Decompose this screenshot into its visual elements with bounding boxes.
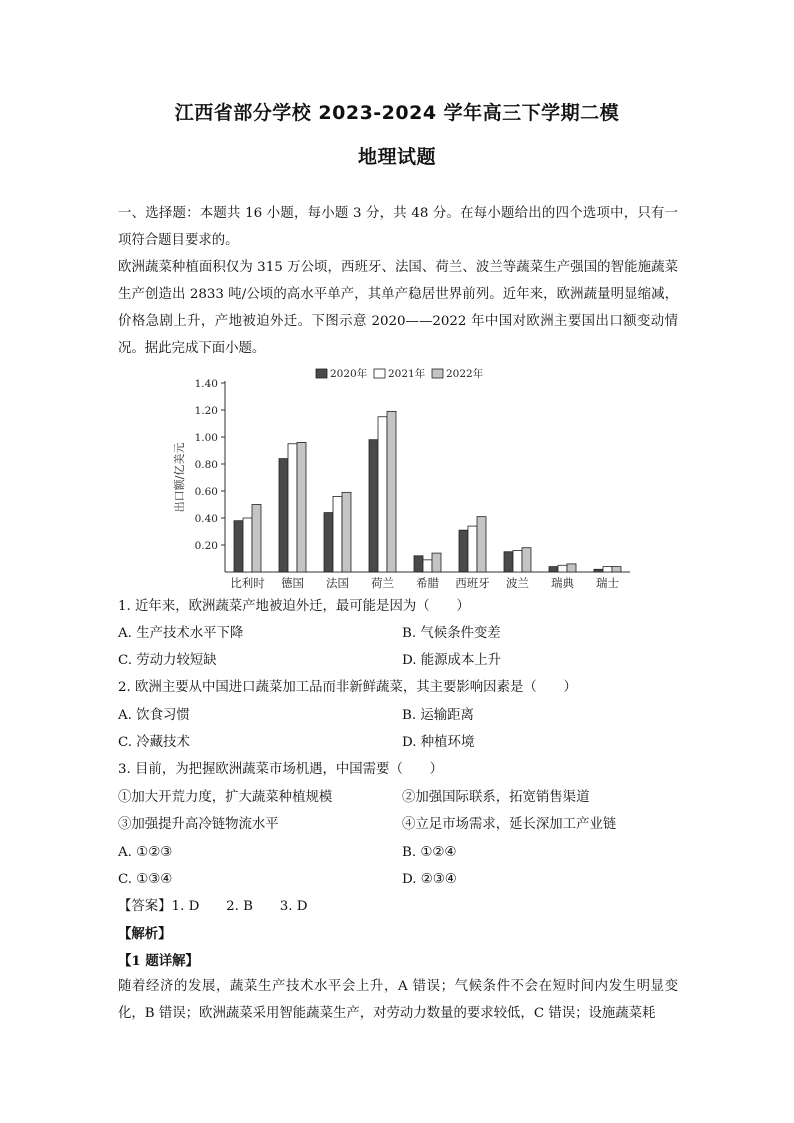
x-tick-label: 西班牙: [455, 576, 490, 590]
bar: [549, 567, 558, 572]
bar: [288, 444, 297, 572]
q3-option-d: D. ②③④: [402, 872, 457, 887]
y-tick-label: 0.20: [194, 540, 218, 552]
bar: [252, 505, 261, 573]
x-tick-label: 比利时: [230, 576, 265, 590]
legend-label: 2020年: [330, 368, 368, 380]
detail-label: 【1 题详解】: [118, 953, 199, 969]
x-tick-label: 波兰: [506, 576, 529, 590]
y-tick-label: 0.80: [194, 459, 218, 471]
section-intro: 一、选择题：本题共 16 小题，每小题 3 分，共 48 分。在每小题给出的四个选项中，只有一项符合题目要求的。: [118, 206, 678, 248]
page-subtitle: 地理试题: [357, 146, 436, 168]
y-tick-label: 0.40: [194, 513, 218, 525]
q2-option-d: D. 种植环境: [402, 735, 475, 750]
x-tick-label: 德国: [281, 576, 304, 590]
page-title: 江西省部分学校 2023-2024 学年高三下学期二模: [174, 102, 620, 124]
q2-option-a: A. 饮食习惯: [118, 708, 190, 723]
bar: [243, 518, 252, 572]
bar: [279, 459, 288, 572]
export-bar-chart: [168, 360, 638, 596]
legend-label: 2022年: [446, 368, 484, 380]
q1-option-c: C. 劳动力较短缺: [118, 653, 217, 668]
bar: [612, 567, 621, 572]
bar: [324, 513, 333, 572]
y-axis-label: 出口额/亿美元: [173, 442, 186, 513]
q3-option-c: C. ①③④: [118, 872, 173, 887]
q3-statement-3: ③加强提升高冷链物流水平: [118, 817, 279, 832]
bar: [513, 550, 522, 572]
q3-statement-1: ①加大开荒力度，扩大蔬菜种植规模: [118, 790, 333, 805]
bar: [387, 411, 396, 572]
legend-swatch: [374, 369, 385, 378]
q3-option-b: B. ①②④: [402, 845, 457, 860]
x-tick-label: 瑞典: [551, 576, 574, 590]
q2-option-b: B. 运输距离: [402, 708, 474, 723]
passage: 欧洲蔬菜种植面积仅为 315 万公顷，西班牙、法国、荷兰、波兰等蔬菜生产强国的智能施蔬菜生产创造出 2833 吨/公顷的高水平单产，其单产稳居世界前列。近年来，欧洲蔬量明显缩减，价格急剧上升，产地被迫外迁。下图示意 2020——2022 年中国对欧洲主要国出口额变动情况。据此完成下面小题。: [118, 260, 678, 356]
bar: [333, 496, 342, 572]
bar: [234, 521, 243, 572]
q1-option-d: D. 能源成本上升: [402, 653, 502, 668]
q3-statement-4: ④立足市场需求，延长深加工产业链: [402, 817, 617, 832]
answer-line: 【答案】1. D 2. B 3. D: [118, 899, 308, 914]
bar: [567, 564, 576, 572]
bar: [477, 517, 486, 572]
bar: [423, 560, 432, 572]
bar: [432, 553, 441, 572]
question-3-stem: 3. 目前，为把握欧洲蔬菜市场机遇，中国需要（ ）: [118, 762, 444, 777]
q3-option-a: A. ①②③: [118, 845, 173, 860]
y-tick-label: 0.60: [194, 486, 218, 498]
question-2-stem: 2. 欧洲主要从中国进口蔬菜加工品而非新鲜蔬菜，其主要影响因素是（ ）: [118, 680, 577, 695]
bar: [594, 569, 603, 572]
q3-statement-2: ②加强国际联系，拓宽销售渠道: [402, 790, 590, 805]
bar: [603, 567, 612, 572]
bar: [297, 442, 306, 572]
bar: [459, 530, 468, 572]
bar: [342, 492, 351, 572]
bar: [504, 552, 513, 572]
q1-option-a: A. 生产技术水平下降: [118, 626, 244, 641]
legend-swatch: [432, 369, 443, 378]
x-tick-label: 法国: [326, 576, 349, 590]
bar: [558, 565, 567, 572]
y-tick-label: 1.40: [194, 378, 218, 390]
analysis-label: 【解析】: [118, 926, 172, 942]
bar: [522, 548, 531, 572]
x-tick-label: 希腊: [416, 576, 439, 590]
q1-option-b: B. 气候条件变差: [402, 626, 501, 641]
question-1-stem: 1. 近年来，欧洲蔬菜产地被迫外迁，最可能是因为（ ）: [118, 599, 470, 614]
bar: [369, 440, 378, 572]
bar: [468, 526, 477, 572]
legend-label: 2021年: [388, 368, 426, 380]
x-tick-label: 荷兰: [371, 576, 394, 590]
q2-option-c: C. 冷藏技术: [118, 735, 190, 750]
legend-swatch: [316, 369, 327, 378]
bar: [414, 556, 423, 572]
x-tick-label: 瑞士: [596, 576, 619, 590]
y-tick-label: 1.20: [194, 405, 218, 417]
detail-text: 随着经济的发展，蔬菜生产技术水平会上升，A 错误；气候条件不会在短时间内发生明显变化，B 错误；欧洲蔬菜采用智能蔬菜生产，对劳动力数量的要求较低，C 错误；设施蔬菜耗: [118, 979, 678, 1021]
y-tick-label: 1.00: [194, 432, 218, 444]
bar: [378, 417, 387, 572]
